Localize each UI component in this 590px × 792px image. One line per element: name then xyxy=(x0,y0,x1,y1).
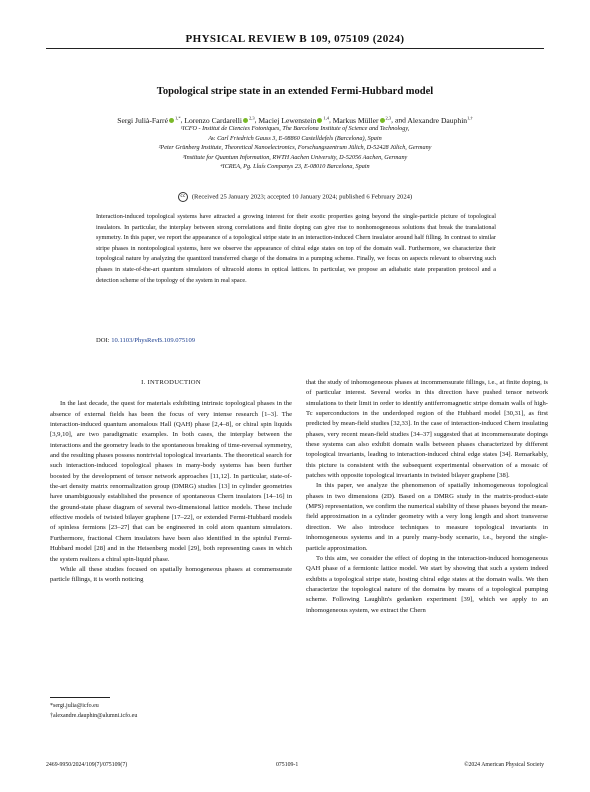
affiliation-line: ⁴ICREA, Pg. Lluís Companys 23, E-08010 Barcelona, Spain xyxy=(220,163,370,171)
doi-label: DOI: xyxy=(96,337,110,344)
body-paragraph: In this paper, we analyze the phenomenon of spatially inhomogeneous topological phases in two dimensions (2D). Based on a DMRG study in the matrix-product-state (MPS) representation, we confirm the numerical stability of these phases beyond the mean-field approximation in a cylinder geometry with a very long length and short transverse direction. We also introduce techniques to measure topological invariants in inhomogeneous systems and in a purely many-body scenario, i.e., beyond the single-particle approximation. xyxy=(306,482,548,552)
creative-commons-icon: cc xyxy=(178,192,188,202)
affiliations xyxy=(46,124,544,172)
journal-header: PHYSICAL REVIEW B 109, 075109 (2024) xyxy=(185,33,405,45)
orcid-icon[interactable] xyxy=(380,118,385,123)
author-list: Sergi Julià-Farré $^{1,*}$, Lorenzo Cardarelli $^{2,3}$, Maciej Lewenstein $^{1,4}$, Markus Müller $^{2,3}$, and Alexandre Dauphin$^{1,\dagger}$ xyxy=(117,115,473,125)
affiliation-line: ¹ICFO - Institut de Ciencies Fotoniques, The Barcelona Institute of Science and Technology, xyxy=(180,125,410,132)
body-paragraph: that the study of inhomogeneous phases at incommensurate fillings, i.e., at finite doping, is of particular interest. Several works in this direction have pushed tensor network simulations to their limit in order to identify antiferromagnetic stripe domain walls of high-Tc superconductors in the underdoped region of the Hubbard model [30,31], as first predicted by mean-field studies [32,33]. In the case of interaction-induced Chern insulating phases, very recent mean-field studies [34–37] suggested that at incommensurate dopings these systems can also exhibit domain walls between phases characterized by different topological invariants, leading to interaction-induced chiral edge states [34]. Remarkably, this picture is consistent with the subsequent experimental observation of a mosaic of patches with opposite topological invariants in twisted bilayer graphene [38]. xyxy=(306,379,548,480)
section-heading: I. INTRODUCTION xyxy=(141,379,201,386)
header-rule xyxy=(46,48,544,49)
left-column xyxy=(50,378,292,586)
orcid-icon[interactable] xyxy=(243,118,248,123)
footer-copyright: ©2024 American Physical Society xyxy=(464,762,544,768)
body-paragraph: While all these studies focused on spatially homogeneous phases at commensurate particle fillings, it is worth noticing xyxy=(50,565,292,584)
affiliation-line: Av. Carl Friedrich Gauss 3, E-08860 Castelldefels (Barcelona), Spain xyxy=(208,134,382,142)
doi-line xyxy=(96,337,195,344)
footer-page-number: 075109-1 xyxy=(276,762,299,768)
footer-issn: 2469-9950/2024/109(7)/075109(7) xyxy=(46,762,128,768)
author-1[interactable]: Sergi Julià-Farré $^{1,*}$ xyxy=(117,115,181,125)
author-4[interactable]: Markus Müller $^{2,3}$ xyxy=(332,115,392,125)
footnote-email[interactable]: †alexandre.dauphin@alumni.icfo.eu xyxy=(50,713,138,719)
body-paragraph: In the last decade, the quest for materials exhibiting intrinsic topological phases in the absence of external fields has been the focus of very intense research [1–3]. The interaction-induced quantum anomalous Hall (QAH) phase [2,4–8], or chiral spin liquids [3,9,10], are two paradigmatic examples. In both cases, the interplay between the interactions and the geometry leads to the spontaneous breaking of time-reversal symmetry, and the resulting phases possess nontrivial topological invariants. The theoretical search for such interaction-induced topological phases in many-body systems has been further boosted by the development of tensor network approaches [11,12]. In particular, state-of-the-art density matrix renormalization group (DMRG) studies [13] in cylinder geometries have unambiguously established the presence of spontaneous Chern insulators [14–16] in the ground-state phase diagram of several two-dimensional lattice models. These include effective models of twisted bilayer graphene [17–22], or extended Fermi-Hubbard models of spinless fermions [23–27] that can be engineered in cold atom quantum simulators. Furthermore, fractional Chern insulators have been also identified in the spinful Fermi-Hubbard model [28] and in the Heisenberg model [29], both representing cases in which the system realizes a chiral spin-liquid phase. xyxy=(50,400,292,563)
author-2[interactable]: Lorenzo Cardarelli $^{2,3}$ xyxy=(184,115,255,125)
abstract: Interaction-induced topological systems have attracted a growing interest for their exotic properties going beyond the single-particle picture of topological insulators. In particular, the interplay between strong correlations and finite doping can give rise to nonhomogeneous solutions that break the translational symmetry. In this paper, we report the appearance of a topological stripe state in an interaction-induced Chern insulator around half filling. In contrast to similar stripe phases in nontopological systems, here we observe the appearance of chiral edge states on top of the domain wall. Furthermore, we characterize their topological nature by analyzing the quantized transferred charge of the domains in a pumping scheme. Finally, we focus on aspects relevant to observing such phases in state-of-the-art quantum simulators of ultracold atoms in optical lattices. In particular, we propose an adiabatic state preparation protocol and a detection scheme of the topology of the system in real space. xyxy=(96,213,496,284)
affiliation-line: ²Peter Grünberg Institute, Theoretical Nanoelectronics, Forschungszentrum Jülich, D-52428 Jülich, Germany xyxy=(158,144,432,152)
orcid-icon[interactable] xyxy=(169,118,174,123)
footnotes xyxy=(50,697,292,721)
paper-title: Topological stripe state in an extended Fermi-Hubbard model xyxy=(156,86,434,97)
footnote-email[interactable]: *sergi.julia@icfo.eu xyxy=(50,703,99,709)
received-dates: cc (Received 25 January 2023; accepted 10 January 2024; published 6 February 2024) xyxy=(46,192,544,202)
orcid-icon[interactable] xyxy=(317,118,322,123)
footnote-rule xyxy=(50,697,110,698)
author-5[interactable]: Alexandre Dauphin$^{1,\dagger}$ xyxy=(407,115,473,125)
right-column xyxy=(306,378,548,616)
affiliation-line: ³Institute for Quantum Information, RWTH Aachen University, D-52056 Aachen, Germany xyxy=(182,153,408,161)
doi-link[interactable]: 10.1103/PhysRevB.109.075109 xyxy=(111,337,196,344)
author-3[interactable]: Maciej Lewenstein $^{1,4}$ xyxy=(258,115,329,125)
body-paragraph: To this aim, we consider the effect of doping in the interaction-induced homogeneous QAH phase of a fermionic lattice model. We start by showing that such a system indeed exhibits a topological stripe state, hosting chiral edge states at the domain walls. We then characterize the topological nature of the domains by means of a topological pumping scheme. Following Laughlin's gedanken experiment [39], which we apply to an inhomogeneous system, we extract the Chern xyxy=(306,554,548,614)
